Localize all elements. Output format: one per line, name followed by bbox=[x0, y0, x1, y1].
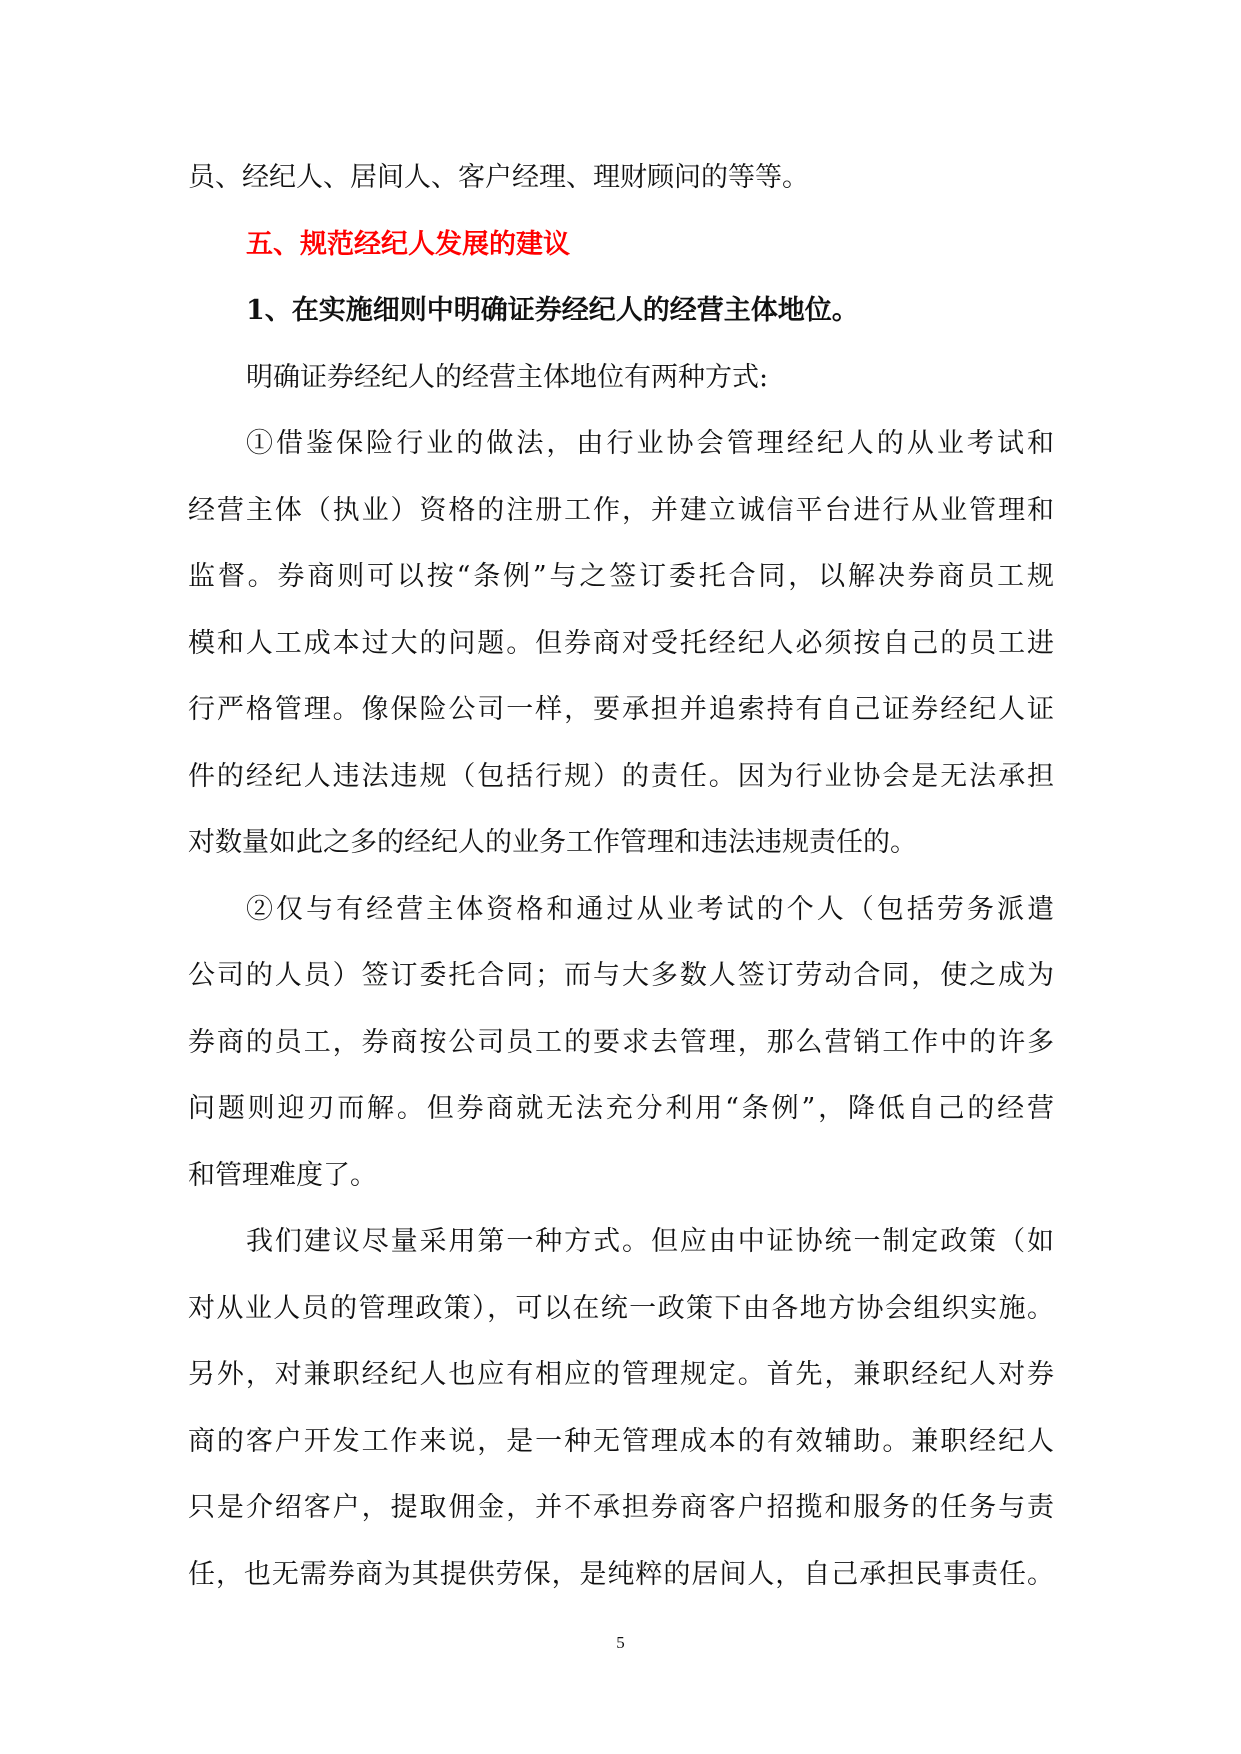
paragraph-line: 经营主体（执业）资格的注册工作，并建立诚信平台进行从业管理和 bbox=[188, 494, 1054, 526]
paragraph-recommendation bbox=[188, 1222, 1054, 1621]
paragraph-line: 问题则迎刃而解。但券商就无法充分利用“条例”，降低自己的经营 bbox=[188, 1093, 1054, 1124]
paragraph-line: 我们建议尽量采用第一种方式。但应由中证协统一制定政策（如 bbox=[246, 1226, 1054, 1257]
paragraph-line: 模和人工成本过大的问题。但券商对受托经纪人必须按自己的员工进 bbox=[188, 627, 1054, 659]
paragraph-line: 和管理难度了。 bbox=[188, 1159, 377, 1191]
paragraph-line: ①借鉴保险行业的做法，由行业协会管理经纪人的从业考试和 bbox=[246, 428, 1054, 459]
paragraph-line: 对数量如此之多的经纪人的业务工作管理和违法违规责任的。 bbox=[188, 827, 917, 858]
paragraph-line: 明确证券经纪人的经营主体地位有两种方式: bbox=[246, 361, 769, 393]
paragraph-line: 对从业人员的管理政策），可以在统一政策下由各地方协会组织实施。 bbox=[188, 1292, 1054, 1324]
paragraph-line: 监督。券商则可以按“条例”与之签订委托合同，以解决券商员工规 bbox=[188, 561, 1054, 592]
paragraph-option-two bbox=[188, 890, 1054, 1223]
paragraph-line: 任，也无需券商为其提供劳保，是纯粹的居间人，自己承担民事责任。 bbox=[188, 1558, 1054, 1590]
section-heading: 五、规范经纪人发展的建议 bbox=[246, 228, 570, 260]
page-body bbox=[188, 158, 1054, 1621]
paragraph-option-one bbox=[188, 424, 1054, 890]
paragraph-line: ②仅与有经营主体资格和通过从业考试的个人（包括劳务派遣 bbox=[246, 893, 1054, 925]
paragraph-line: 另外，对兼职经纪人也应有相应的管理规定。首先，兼职经纪人对券 bbox=[188, 1359, 1054, 1390]
paragraph-line: 员、经纪人、居间人、客户经理、理财顾问的等等。 bbox=[188, 162, 809, 193]
paragraph-line: 只是介绍客户，提取佣金，并不承担券商客户招揽和服务的任务与责 bbox=[188, 1492, 1054, 1523]
paragraph-line: 件的经纪人违法违规（包括行规）的责任。因为行业协会是无法承担 bbox=[188, 760, 1054, 792]
paragraph-line: 公司的人员）签订委托合同；而与大多数人签订劳动合同，使之成为 bbox=[188, 960, 1054, 991]
page-number: 5 bbox=[616, 1633, 625, 1652]
paragraph-line: 券商的员工，券商按公司员工的要求去管理，那么营销工作中的许多 bbox=[188, 1026, 1054, 1058]
paragraph-line: 行严格管理。像保险公司一样，要承担并追索持有自己证券经纪人证 bbox=[188, 694, 1054, 725]
subheading: 1、在实施细则中明确证券经纪人的经营主体地位。 bbox=[246, 295, 859, 326]
paragraph-line: 商的客户开发工作来说，是一种无管理成本的有效辅助。兼职经纪人 bbox=[188, 1425, 1054, 1457]
